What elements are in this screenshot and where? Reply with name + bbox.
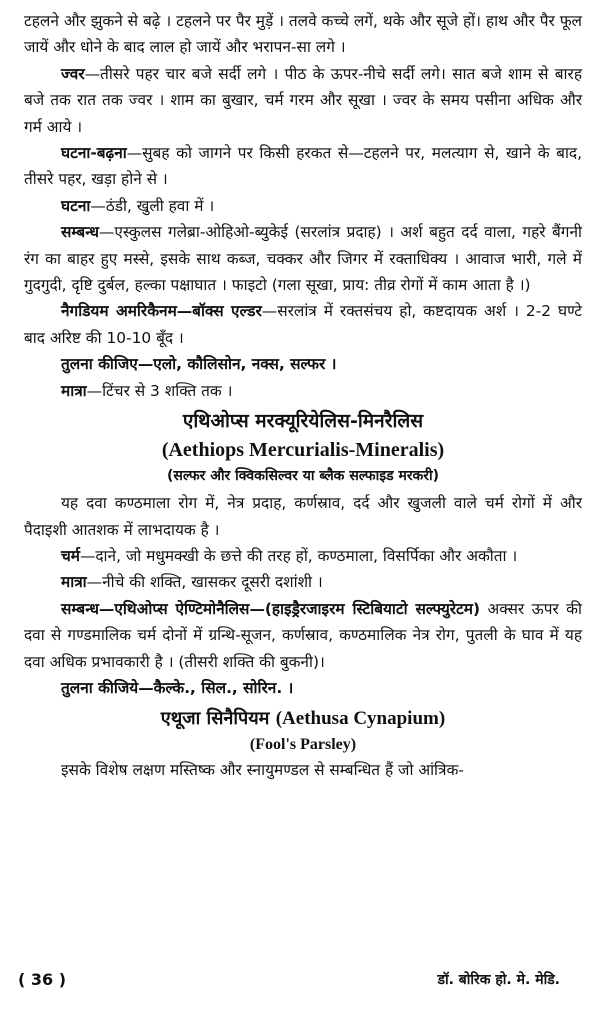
- paragraph-compare-2: तुलना कीजिये—कैल्के., सिल., सोरिन. ।: [61, 678, 294, 697]
- label-relationship: सम्बन्ध: [61, 223, 99, 242]
- paragraph-intro-aethiops: यह दवा कण्ठमाला रोग में, नेत्र प्रदाह, कर्णस्राव, दर्द और खुजली वाले चर्म रोगों में और पैदाइशी आतशक में लाभदायक है ।: [24, 494, 582, 539]
- page-number: ( 36 ): [18, 970, 67, 989]
- paragraph-compare: तुलना कीजिए—एलो, कौलिसोन, नक्स, सल्फर ।: [61, 355, 337, 374]
- paragraph-better: [24, 193, 582, 219]
- text-modalities: —सुबह को जागने पर किसी हरकत से—टहलने पर, मलत्याग से, खाने के बाद, तीसरे पहर, खड़ा होने से ।: [24, 144, 582, 189]
- text-dose: —टिंचर से 3 शक्ति तक ।: [86, 381, 233, 400]
- paragraph-dose: [24, 378, 582, 404]
- remedy-heading-2-hindi: एथूजा सिनैपियम: [160, 708, 270, 730]
- text-dose-2: —नीचे की शक्ति, खासकर दूसरी दशांशी ।: [86, 573, 323, 592]
- text-better: —ठंडी, खुली हवा में ।: [90, 196, 215, 215]
- text-skin: —दाने, जो मधुमक्खी के छत्ते की तरह हों, कण्ठमाला, विसर्पिका और अकौता ।: [79, 546, 518, 565]
- remedy-heading-latin: (Aethiops Mercurialis-Mineralis): [161, 439, 445, 462]
- paragraph-continuation: टहलने और झुकने से बढ़े । टहलने पर पैर मुड़ें । तलवे कच्चे लगें, थके और सूजे हों। हाथ और पैर फूल जायें और धोने के बाद लाल हो जायें और भरापन-सा लगे ।: [24, 12, 582, 57]
- page-footer: [18, 970, 582, 989]
- label-modalities: घटना-बढ़ना: [61, 144, 127, 163]
- label-fever: ज्वर: [61, 64, 85, 83]
- paragraph-skin: [24, 543, 582, 569]
- label-negundium: नैगडियम अमरिकैनम—बॉक्स एल्डर: [61, 302, 262, 321]
- paragraph-modalities: [24, 140, 582, 193]
- remedy-heading-2-latin: (Aethusa Cynapium): [275, 708, 446, 730]
- text-negundium: —सरलांत्र में रक्तसंचय हो, कष्टदायक अर्श । 2-2 घण्टे बाद अरिष्ट की 10-10 बूँद ।: [24, 302, 582, 347]
- text-relationship-2: अक्सर ऊपर की दवा से गण्डमालिक चर्म दोनों में ग्रन्थि-सूजन, कर्णस्राव, कण्ठमालिक नेत्र रोग, पुतली के घाव में यह दवा अधिक प्रभावकारी है । (तीसरी शक्ति की बुकनी)।: [24, 599, 582, 671]
- text-fever: —तीसरे पहर चार बजे सर्दी लगे । पीठ के ऊपर-नीचे सर्दी लगे। सात बजे शाम से बारह बजे तक रात तक ज्वर । शाम का बुखार, चर्म गरम और सूखा । ज्वर के समय पसीना अधिक और गर्म आये ।: [24, 64, 582, 136]
- label-dose: मात्रा: [61, 381, 87, 400]
- paragraph-relationship-2: [24, 596, 582, 675]
- paragraph-relationship: [24, 219, 582, 298]
- paragraph-intro-aethusa: इसके विशेष लक्षण मस्तिष्क और स्नायुमण्डल से सम्बन्धित हैं जो आंत्रिक-: [61, 761, 464, 780]
- paragraph-fever: [24, 61, 582, 140]
- text-relationship: —एस्कुलस गलेब्रा-ओहिओ-ब्युकेई (सरलांत्र प्रदाह) । अर्श बहुत दर्द वाला, गहरे बैंगनी रंग का बाहर हुए मस्से, इसके साथ कब्ज, चक्कर और जिगर में रक्ताधिक्य । आवाज भारी, गले में गुदगुदी, दृष्टि दुर्बल, हल्का पक्षाघात । फाइटो (गला सूखा, प्राय: तीव्र रोगों में काम आता है ।): [24, 223, 582, 295]
- paragraph-dose-2: [24, 569, 582, 595]
- remedy-heading-subtitle: (सल्फर और क्विकसिल्वर या ब्लैक सल्फाइड मरकरी): [166, 468, 440, 485]
- label-skin: चर्म: [61, 546, 80, 565]
- remedy-heading-2: [24, 705, 582, 733]
- remedy-heading-hindi: एथिओप्स मरक्यूरियेलिस-मिनरैलिस: [182, 410, 424, 433]
- label-dose-2: मात्रा: [61, 573, 87, 592]
- label-better: घटना: [61, 196, 91, 215]
- paragraph-negundium: [24, 298, 582, 351]
- remedy-heading-2-common-name: (Fool's Parsley): [249, 736, 357, 754]
- book-title: डॉ. बोरिक हो. मे. मेडि.: [437, 972, 560, 988]
- label-relationship-2: सम्बन्ध—एथिओप्स ऐण्टिमोनैलिस—(हाइड्रैरजाइरम स्टिबियाटो सल्फ्युरेटम): [61, 599, 481, 618]
